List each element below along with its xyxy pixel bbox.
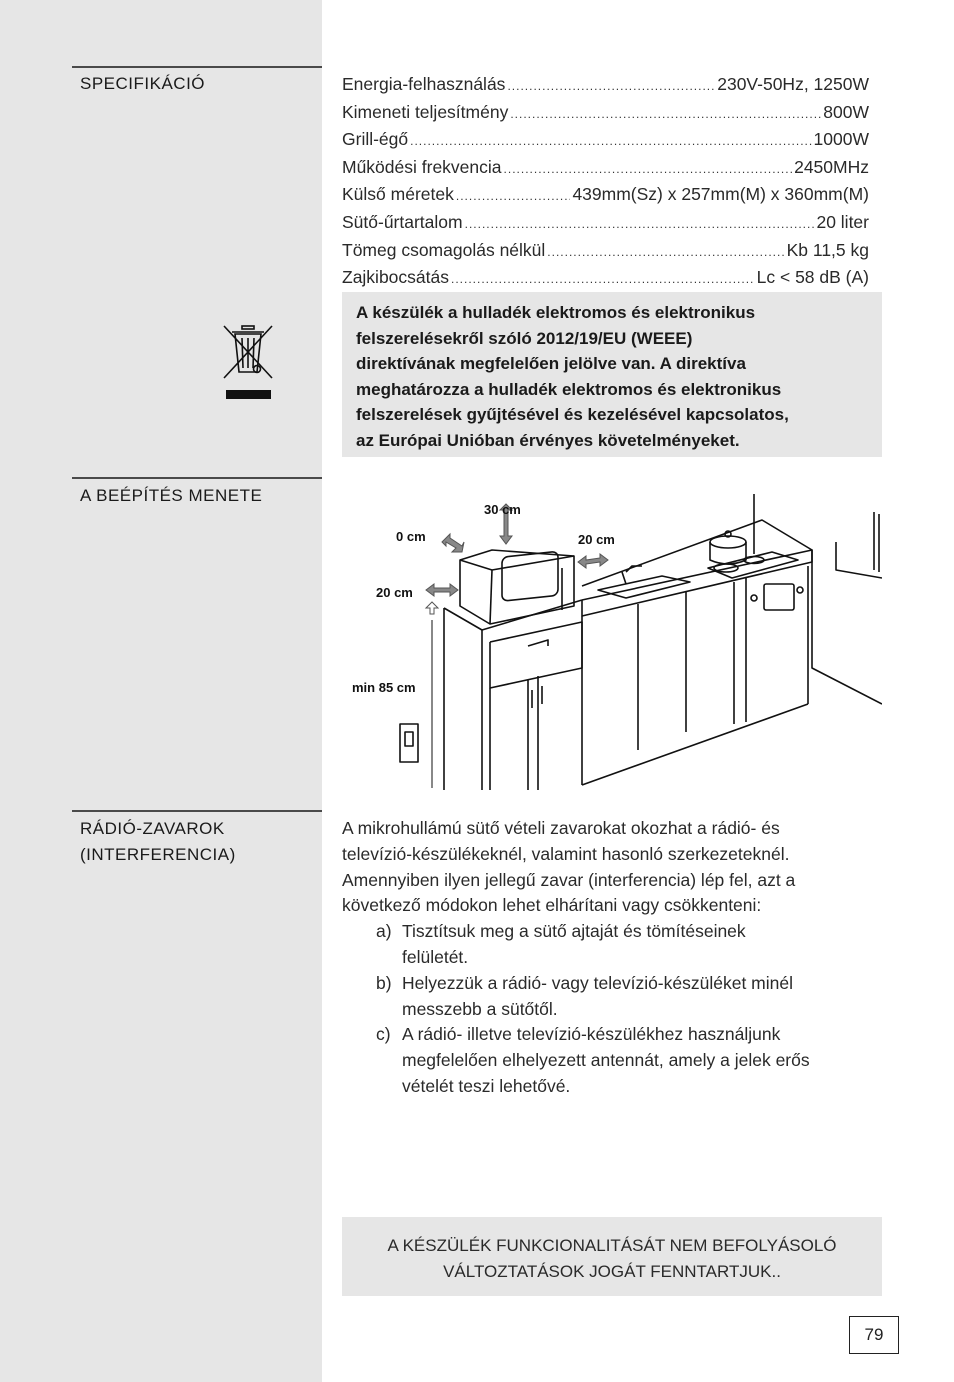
counter-top (582, 550, 812, 616)
list-item-line: Helyezzük a rádió- vagy televízió-készüléket minél (402, 972, 793, 993)
list-marker: c) (376, 1024, 391, 1045)
spec-row (342, 265, 869, 293)
paragraph-line: következő módokon lehet elhárítani vagy csökkenteni: (342, 895, 762, 916)
label-20cm-right: 20 cm (578, 532, 615, 547)
spec-label: Tömeg csomagolás nélkül (342, 239, 546, 260)
label-min-height: min 85 cm (352, 680, 416, 695)
list-item-line: Tisztítsuk meg a sütő ajtaját és tömítéseinek (402, 921, 746, 942)
list-item-line: A rádió- illetve televízió-készülékhez használjunk (402, 1024, 781, 1045)
spec-row (342, 155, 869, 183)
spec-label: Működési frekvencia (342, 156, 502, 177)
spec-value: Lc < 58 dB (A) (756, 267, 869, 288)
section-divider (72, 810, 322, 812)
built-in-oven (764, 584, 794, 610)
radio-interference-text (342, 816, 882, 1100)
spec-label: Külső méretek (342, 184, 454, 205)
list-item-line: vételét teszi lehetővé. (402, 1075, 571, 1096)
section-title-install: A BEÉPÍTÉS MENETE (80, 486, 263, 505)
section-title-radio (80, 816, 236, 868)
section-divider (72, 477, 322, 479)
spec-value: 2450MHz (794, 156, 869, 177)
list-item-line: megfelelően elhelyezett antennát, amely a jelek erős (402, 1050, 810, 1071)
weee-line: meghatározza a hulladék elektromos és elektronikus (356, 379, 782, 399)
spec-value: 20 liter (816, 211, 869, 232)
spec-value: Kb 11,5 kg (786, 239, 869, 260)
section-title-spec: SPECIFIKÁCIÓ (80, 74, 206, 93)
section-title-line: RÁDIÓ-ZAVAROK (80, 819, 225, 838)
list-item-line: felületét. (402, 946, 469, 967)
paragraph-line: A mikrohullámú sütő vételi zavarokat okozhat a rádió- és (342, 818, 780, 838)
spec-value: 800W (823, 101, 869, 122)
spec-value: 1000W (813, 129, 869, 150)
section-title-line: (INTERFERENCIA) (80, 845, 236, 864)
sidebar-panel (0, 0, 322, 1382)
clearance-arrow-right (578, 554, 608, 568)
list-item (376, 919, 882, 971)
installation-diagram (342, 490, 882, 790)
pot (710, 542, 746, 564)
weee-line: felszerelések gyűjtésével és kezelésével kapcsolatos, (356, 405, 789, 424)
spec-label: Energia-felhasználás (342, 74, 506, 94)
spec-row (342, 100, 869, 128)
clearance-arrow-left (426, 584, 458, 596)
spec-label: Zajkibocsátás (342, 267, 449, 288)
notice-line: A KÉSZÜLÉK FUNKCIONALITÁSÁT NEM BEFOLYÁSOLÓ (387, 1236, 837, 1255)
weee-line: felszerelésekről szóló 2012/19/EU (WEEE) (356, 328, 693, 348)
weee-line: direktívának megfelelően jelölve van. A direktíva (356, 354, 746, 373)
spec-label: Kimeneti teljesítmény (342, 101, 509, 122)
rights-notice-box (342, 1217, 882, 1296)
weee-line: az Európai Unióban érvényes követelményeket. (356, 430, 740, 450)
label-20cm-left: 20 cm (376, 585, 413, 600)
microwave (460, 550, 574, 624)
wall-socket (400, 724, 418, 762)
paragraph-line: Amennyiben ilyen jellegű zavar (interferencia) lép fel, azt a (342, 869, 796, 890)
list-item (376, 1022, 882, 1099)
spec-row (342, 72, 869, 100)
spec-row (342, 210, 869, 238)
remedy-list (342, 919, 882, 1100)
spec-label: Sütő-űrtartalom (342, 211, 463, 232)
spec-row (342, 127, 869, 155)
list-marker: a) (376, 921, 392, 942)
spec-row (342, 238, 869, 266)
page-number: 79 (849, 1316, 899, 1354)
paragraph-line: televízió-készülékeknél, valamint hasonló szerkezeteknél. (342, 843, 790, 864)
spec-value: 230V-50Hz, 1250W (717, 74, 869, 94)
section-divider (72, 66, 322, 68)
weee-bin-icon (220, 322, 276, 402)
spec-value: 439mm(Sz) x 257mm(M) x 360mm(M) (572, 184, 869, 205)
label-30cm: 30 cm (484, 502, 521, 517)
list-item (376, 971, 882, 1023)
list-item-line: messzebb a sütőtől. (402, 998, 558, 1019)
weee-notice-box (342, 292, 882, 457)
label-0cm: 0 cm (396, 529, 426, 544)
clearance-arrow-back (442, 534, 464, 552)
spec-label: Grill-égő (342, 129, 409, 150)
spec-row (342, 182, 869, 210)
notice-line: VÁLTOZTATÁSOK JOGÁT FENNTARTJUK.. (443, 1261, 781, 1281)
weee-line: A készülék a hulladék elektromos és elektronikus (356, 303, 756, 322)
list-marker: b) (376, 972, 392, 993)
spec-list (342, 72, 869, 293)
